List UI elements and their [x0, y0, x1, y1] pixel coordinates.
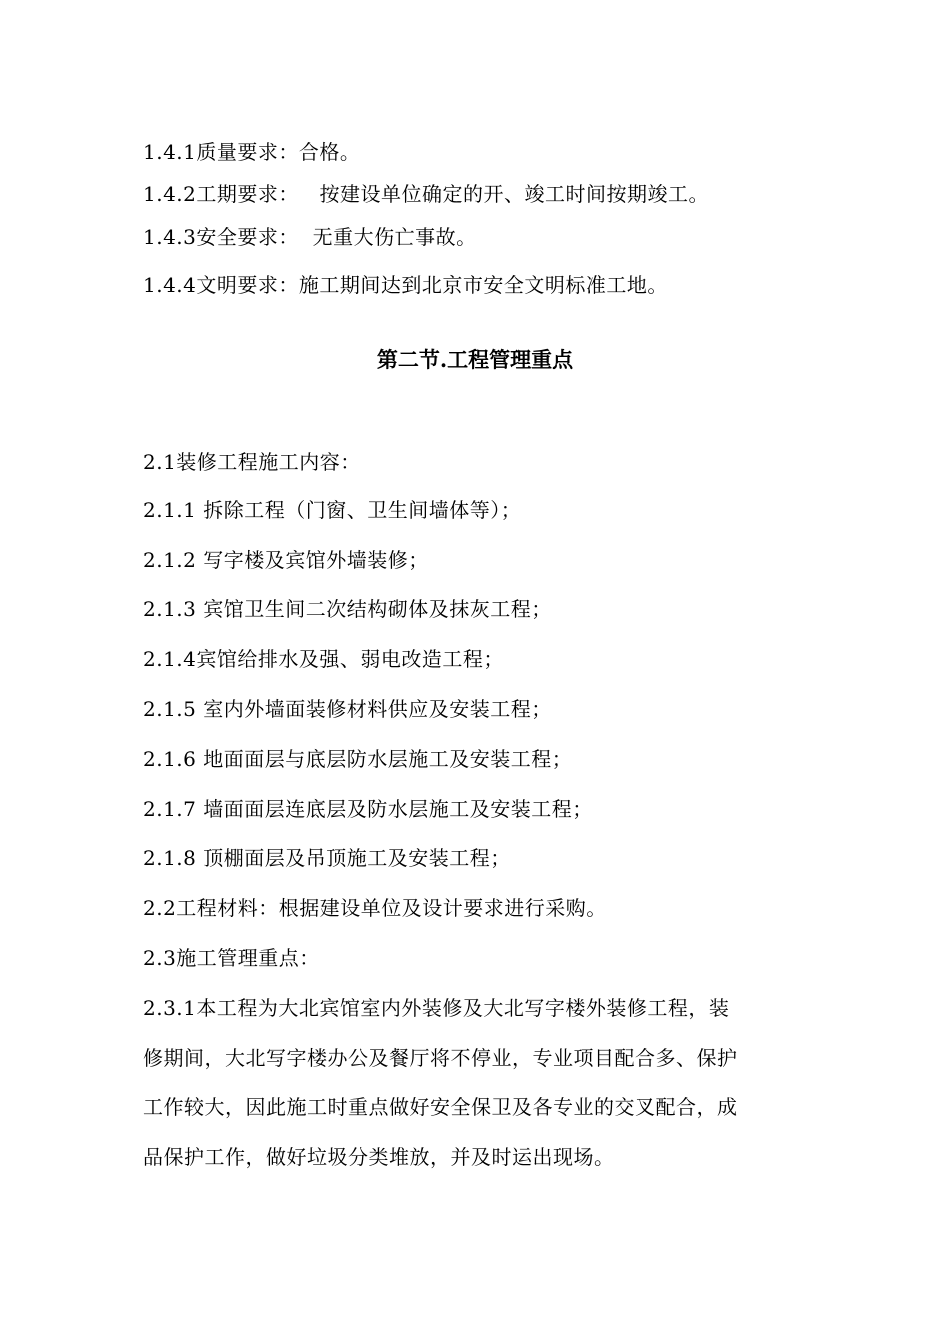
management-paragraph-line: 品保护工作，做好垃圾分类堆放，并及时运出现场。 — [143, 1145, 615, 1169]
content-item: 2.1.7 墙面面层连底层及防水层施工及安装工程； — [143, 797, 593, 821]
content-item: 2.1.6 地面面层与底层防水层施工及安装工程； — [143, 747, 573, 771]
requirement-quality: 1.4.1质量要求：合格。 — [143, 140, 361, 164]
content-title: 2.1装修工程施工内容： — [143, 450, 361, 474]
content-item: 2.1.3 宾馆卫生间二次结构砌体及抹灰工程； — [143, 597, 552, 621]
requirement-safety: 1.4.3安全要求： 无重大伤亡事故。 — [143, 225, 477, 249]
content-item: 2.1.5 室内外墙面装修材料供应及安装工程； — [143, 697, 552, 721]
requirement-schedule: 1.4.2工期要求： 按建设单位确定的开、竣工时间按期竣工。 — [143, 182, 709, 206]
requirement-civilization: 1.4.4文明要求：施工期间达到北京市安全文明标准工地。 — [143, 273, 668, 297]
section-heading: 第二节.工程管理重点 — [376, 347, 574, 372]
materials-line: 2.2工程材料：根据建设单位及设计要求进行采购。 — [143, 896, 607, 920]
content-item: 2.1.4宾馆给排水及强、弱电改造工程； — [143, 647, 504, 671]
management-paragraph-line: 工作较大，因此施工时重点做好安全保卫及各专业的交叉配合，成 — [143, 1095, 738, 1119]
content-item: 2.1.2 写字楼及宾馆外墙装修； — [143, 548, 429, 572]
content-item: 2.1.1 拆除工程（门窗、卫生间墙体等）； — [143, 498, 522, 522]
management-paragraph-line: 2.3.1本工程为大北宾馆室内外装修及大北写字楼外装修工程，装 — [143, 996, 730, 1020]
content-item: 2.1.8 顶棚面层及吊顶施工及安装工程； — [143, 846, 511, 870]
management-paragraph-line: 修期间，大北写字楼办公及餐厅将不停业，专业项目配合多、保护 — [143, 1046, 738, 1070]
management-title: 2.3施工管理重点： — [143, 946, 320, 970]
